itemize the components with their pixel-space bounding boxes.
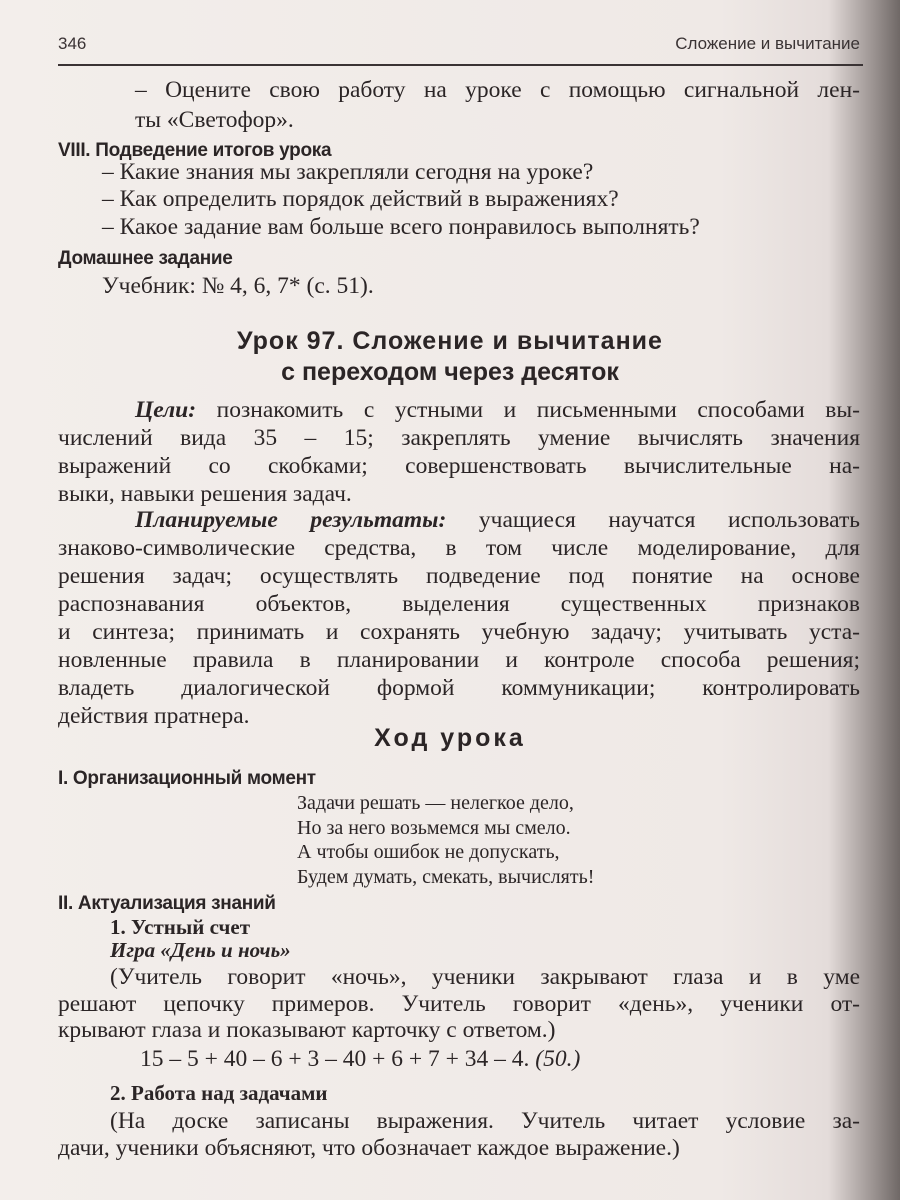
subheading: 1. Устный счет bbox=[110, 915, 251, 939]
poem-line: Будем думать, смекать, вычислять! bbox=[297, 866, 595, 888]
section-heading: I. Организационный момент bbox=[58, 768, 316, 789]
text-line: новленные правила в планировании и контроле способа решения; bbox=[58, 647, 860, 673]
formula bbox=[140, 1045, 898, 1073]
text-line: (На доске записаны выражения. Учитель читает условие за- bbox=[110, 1108, 860, 1134]
text-line bbox=[135, 506, 860, 534]
text-line: решают цепочку примеров. Учитель говорит «день», ученики от- bbox=[58, 991, 860, 1017]
text-line bbox=[135, 396, 860, 424]
text-line: дачи, ученики объясняют, что обозначает каждое выражение.) bbox=[58, 1135, 680, 1161]
text-line: числений вида 35 – 15; закреплять умение вычислять значения bbox=[58, 425, 860, 451]
list-item: – Как определить порядок действий в выражениях? bbox=[102, 186, 619, 212]
formula-text: 15 – 5 + 40 – 6 + 3 – 40 + 6 + 7 + 34 – 4. bbox=[140, 1046, 530, 1072]
poem-line: Но за него возьмемся мы смело. bbox=[297, 817, 571, 839]
list-item: – Какие знания мы закрепляли сегодня на уроке? bbox=[102, 159, 594, 185]
header-rule bbox=[58, 64, 863, 66]
lesson-title: с переходом через десяток bbox=[281, 358, 619, 386]
text-line: действия пратнера. bbox=[58, 703, 250, 729]
goals-label: Цели: bbox=[135, 397, 197, 423]
poem-line: Задачи решать — нелегкое дело, bbox=[297, 792, 574, 814]
page-number: 346 bbox=[58, 34, 87, 53]
section-heading: Домашнее задание bbox=[58, 248, 233, 269]
text-line: (Учитель говорит «ночь», ученики закрывают глаза и в уме bbox=[110, 964, 860, 990]
text-line: крывают глаза и показывают карточку с ответом.) bbox=[58, 1017, 556, 1043]
text-line: владеть диалогической формой коммуникации; контролировать bbox=[58, 675, 860, 701]
text-line: решения задач; осуществлять подведение под понятие на основе bbox=[58, 563, 860, 589]
text-span: познакомить с устными и письменными способами вы- bbox=[216, 397, 861, 423]
text-line: – Оцените свою работу на уроке с помощью сигнальной лен- bbox=[135, 77, 860, 103]
poem-line: А чтобы ошибок не допускать, bbox=[297, 841, 560, 863]
text-line: выки, навыки решения задач. bbox=[58, 481, 352, 507]
game-title: Игра «День и ночь» bbox=[110, 938, 291, 962]
text-span: учащиеся научатся использовать bbox=[478, 507, 860, 533]
text-line: распознавания объектов, выделения существенных признаков bbox=[58, 591, 860, 617]
text-line: знаково-символические средства, в том числе моделирование, для bbox=[58, 535, 860, 561]
text-line: выражений со скобками; совершенствовать вычислительные на- bbox=[58, 453, 860, 479]
subheading: 2. Работа над задачами bbox=[110, 1081, 328, 1105]
text-line: ты «Светофор». bbox=[135, 107, 294, 133]
results-label: Планируемые результаты: bbox=[135, 507, 447, 533]
homework-text: Учебник: № 4, 6, 7* (с. 51). bbox=[102, 273, 374, 299]
course-heading: Ход урока bbox=[374, 724, 526, 752]
section-heading: VIII. Подведение итогов урока bbox=[58, 140, 332, 161]
text-line: и синтеза; принимать и сохранять учебную задачу; учитывать уста- bbox=[58, 619, 860, 645]
lesson-title: Урок 97. Сложение и вычитание bbox=[237, 327, 663, 355]
list-item: – Какое задание вам больше всего понравилось выполнять? bbox=[102, 214, 700, 240]
section-heading: II. Актуализация знаний bbox=[58, 893, 276, 914]
running-title: Сложение и вычитание bbox=[675, 34, 860, 53]
formula-answer: (50.) bbox=[535, 1046, 581, 1072]
